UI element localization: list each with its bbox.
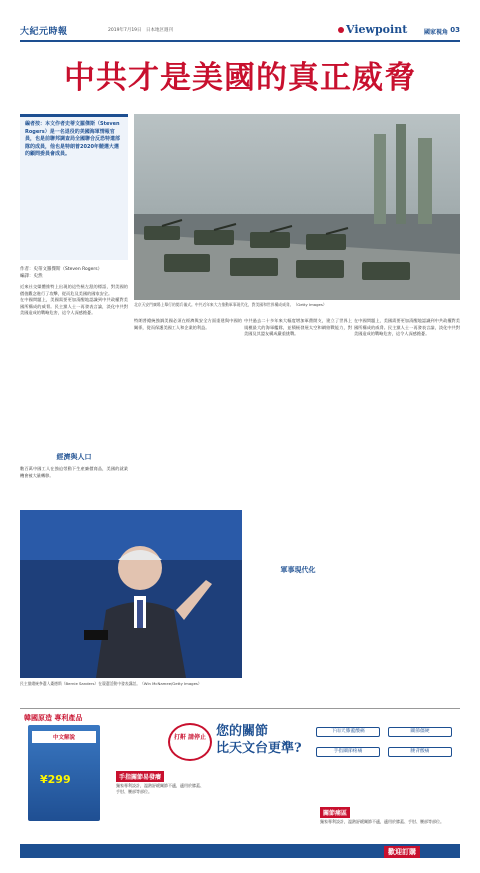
photo-sanders-caption: 民主黨總統參選人桑德斯（Bernie Sanders）在競選活動中發表講話。（Win McNamee/Getty Images）: [20, 681, 202, 686]
ad-price: ¥299: [40, 773, 71, 786]
ad-bubble: 打鼾 請停止: [168, 723, 212, 761]
ad-section-a-text: 獨家專利設計，溫熱舒緩關節不適，適用於膝蓋、手肘、腰部等部位。: [116, 783, 204, 794]
ad-section-a-title: 手指關節易發癢: [116, 771, 164, 782]
photo-bernie-sanders: [20, 510, 242, 678]
ad-section-b-title: 關節痛區: [320, 807, 350, 818]
article-column-4: 在中國問題上，美國需要更加清醒地認識到中共政權對美國所構成的威脅。民主黨人士一再發表言論，淡化中共對美國造成的戰略危害，這令人深感擔憂。: [354, 318, 460, 337]
article-column-3: 中共過去二十多年來大幅度增加軍費開支，建立了世界上規模最大的海軍艦隊，並積極發展太空和網絡戰能力，對美國及其盟友構成嚴重挑戰。: [244, 318, 352, 337]
ad-footer: [20, 844, 460, 858]
subhead-economy: 經濟與人口: [56, 453, 92, 461]
editor-note: 編者按：本文作者史蒂文羅傑斯（Steven Rogers）是一名退役的美國海軍情報官員，也是前聯邦調查局全國聯合反恐特遣部隊的成員，他也是特朗普2020年競選大選的顧問委員會成員。: [20, 114, 128, 260]
parade-illustration: [134, 114, 460, 300]
subhead-military: 軍事現代化: [280, 566, 316, 574]
ad-tag: 下雨天膝蓋酸痛: [316, 727, 380, 737]
article-column-1: 近來社交媒體推特上出現的這些極左派的標語，對美國的價值觀念進行了攻擊，從而危及美國的國家安全。 在中國問題上，美國需要更加清醒地認識到中共政權對美國所構成的威脅。民主黨人士一再發表言論，淡化中共對美國造成的戰略危害，這令人深感擔憂。: [20, 284, 128, 316]
advertisement: [20, 708, 460, 858]
section-name: 國家視角: [424, 29, 449, 36]
newspaper-logo: 大紀元時報: [20, 27, 68, 37]
ad-tag: 腰背酸痛: [388, 747, 452, 757]
ad-tag: 關節僵硬: [388, 727, 452, 737]
article-column-2: 特朗普總統強調美國必須在經濟與安全方面重建與中國的關係，從而保護美國工人和企業的利益。: [134, 318, 242, 330]
article-headline: 中共才是美國的真正威脅: [64, 60, 416, 96]
page-number: 03: [450, 26, 460, 34]
ad-symptom-flow: [316, 727, 456, 801]
masthead: [20, 24, 460, 42]
section-brand: Viewpoint: [338, 23, 407, 36]
ad-headline: 您的關節 比天文台更準?: [216, 724, 302, 756]
issue-date: 2019年7月19日 日本地区週刊: [108, 28, 174, 33]
ad-tag: 手指關節疼痛: [316, 747, 380, 757]
article-column-1b: 數百萬中國工人在強迫勞動下生產廉價商品，美國的就業機會被大量轉移。: [20, 466, 128, 478]
speaker-illustration: [20, 510, 242, 678]
photo-main-caption: 北京天安門廣場上舉行的閱兵儀式。中共近年來大力推動軍事現代化，對美國和世界構成威脅。（Getty Images）: [134, 302, 327, 307]
ad-section-b-text: 獨家專利設計，溫熱舒緩關節不適，適用於膝蓋、手肘、腰部等部位。: [320, 819, 444, 824]
brand-dot-icon: [338, 27, 344, 33]
ad-brand: 韓國原造 專利產品: [24, 714, 83, 722]
photo-military-parade: [134, 114, 460, 300]
ad-product-box: [28, 725, 100, 821]
ad-order-cta: 歡迎訂購: [384, 846, 420, 858]
byline: 作者：史蒂文羅傑斯（Steven Rogers） 編譯：史然: [20, 267, 103, 279]
ad-product-label: 中文解說: [32, 731, 96, 743]
